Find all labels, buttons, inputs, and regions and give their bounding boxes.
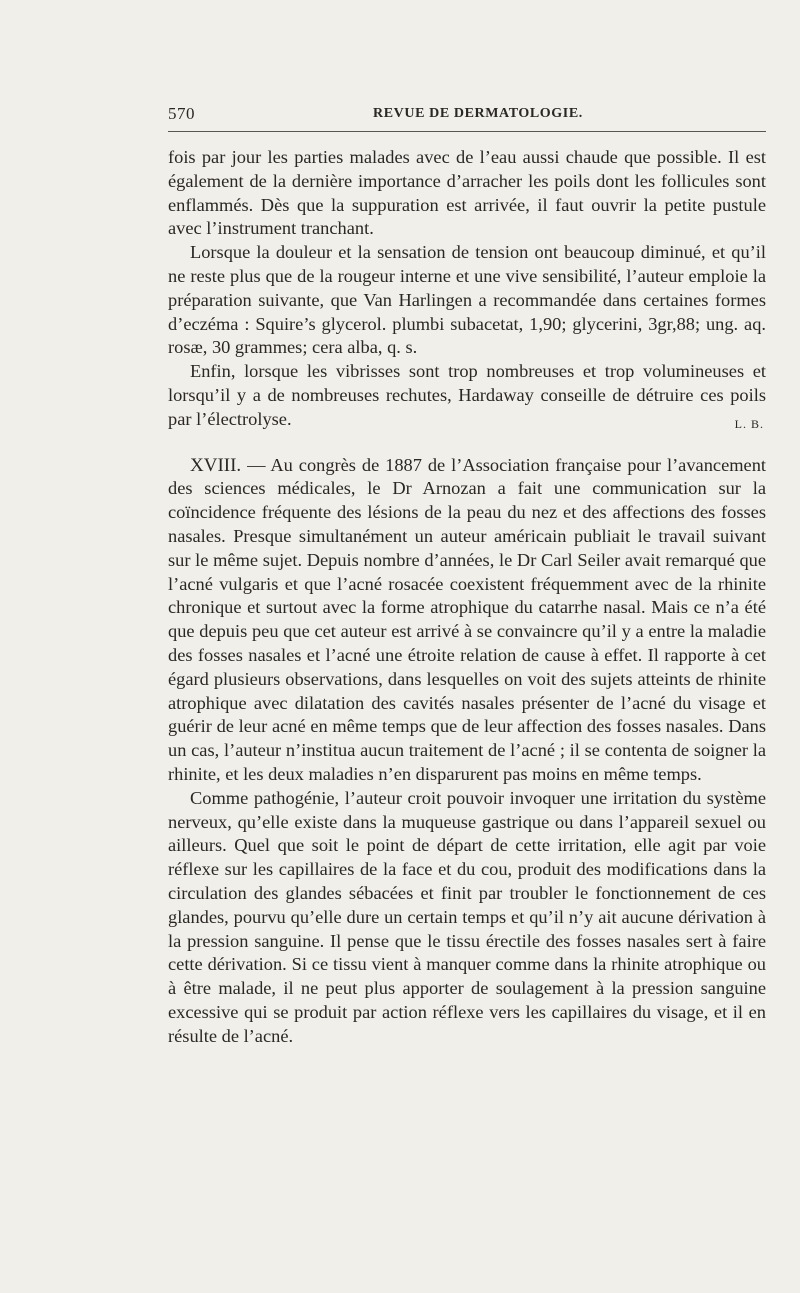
running-title: REVUE DE DERMATOLOGIE. xyxy=(373,106,583,121)
paragraph-2: Lorsque la douleur et la sensation de tension ont beaucoup diminué, et qu’il ne reste plus que de la rougeur interne et une vive sensibilité, l’auteur emploie la préparation suivante, que Van Harlingen a recommandée dans certaines formes d’eczéma : Squire’s glycerol. plumbi subacetat, 1,90; glycerini, 3gr,88; ung. aq. rosæ, 30 grammes; cera alba, q. s. xyxy=(168,242,766,358)
body-text xyxy=(168,146,766,1048)
author-signature: L. B. xyxy=(734,416,764,431)
paragraph-5: Comme pathogénie, l’auteur croit pouvoir invoquer une irritation du système nerveux, qu’elle existe dans la muqueuse gastrique ou dans l’appareil sexuel ou ailleurs. Quel que soit le point de départ de cette irritation, elle agit par voie réflexe sur les capillaires de la face et du cou, produit des modifications dans la circulation des glandes sébacées et finit par troubler le fonctionnement de ces glandes, pourvu qu’elle dure un certain temps et qu’il n’y ait aucune dérivation à la pression sanguine. Il pense que le tissu érectile des fosses nasales sert à faire cette dérivation. Si ce tissu vient à manquer comme dans la rhinite atrophique ou à être malade, il ne peut plus apporter de soulagement à la pression sanguine excessive qui se produit par action réflexe vers les capillaires du visage, et il en résulte de l’acné. xyxy=(168,787,766,1046)
page-number: 570 xyxy=(168,104,195,123)
paragraph-4 xyxy=(168,454,766,787)
page-header xyxy=(168,100,768,128)
header-rule xyxy=(168,131,766,132)
paragraph-4-text: — Au congrès de 1887 de l’Association française pour l’avancement des sciences médicales, le Dr Arnozan a fait une communication sur la coïncidence fréquente des lésions de la peau du nez et des affections des fosses nasales. Presque simultanément un auteur américain publiait le travail suivant sur le même sujet. Depuis nombre d’années, le Dr Carl Seiler avait remarqué que l’acné vulgaris et que l’acné rosacée coexistent fréquemment avec de la rhinite chronique et surtout avec la forme atrophique du catarrhe nasal. Mais ce n’a été que depuis peu que cet auteur est arrivé à se convaincre qu’il y a entre la maladie des fosses nasales et l’acné une étroite relation de cause à effet. Il rapporte à cet égard plusieurs observations, dans lesquelles on voit des sujets atteints de rhinite atrophique avec dilatation des cavités nasales présenter de l’acné du visage et guérir de leur acné en même temps que de leur affection des fosses nasales. Dans un cas, l’auteur n’institua aucun traitement de l’acné ; il se contenta de soigner la rhinite, et les deux maladies n’en disparurent pas moins en même temps. xyxy=(168,454,767,784)
paragraph-3-text: Enfin, lorsque les vibrisses sont trop nombreuses et trop volumineuses et lorsqu’il y a de nombreuses rechutes, Hardaway conseille de détruire ces poils par l’électrolyse. xyxy=(168,361,766,429)
section-spacer xyxy=(168,432,766,454)
section-number: XVIII. xyxy=(190,454,242,476)
paragraph-1: fois par jour les parties malades avec de l’eau aussi chaude que possible. Il est également de la dernière importance d’arracher les poils dont les follicules sont enflammés. Dès que la suppuration est arrivée, il faut ouvrir la petite pustule avec l’instrument tranchant. xyxy=(168,147,766,239)
paragraph-3 xyxy=(168,360,766,431)
